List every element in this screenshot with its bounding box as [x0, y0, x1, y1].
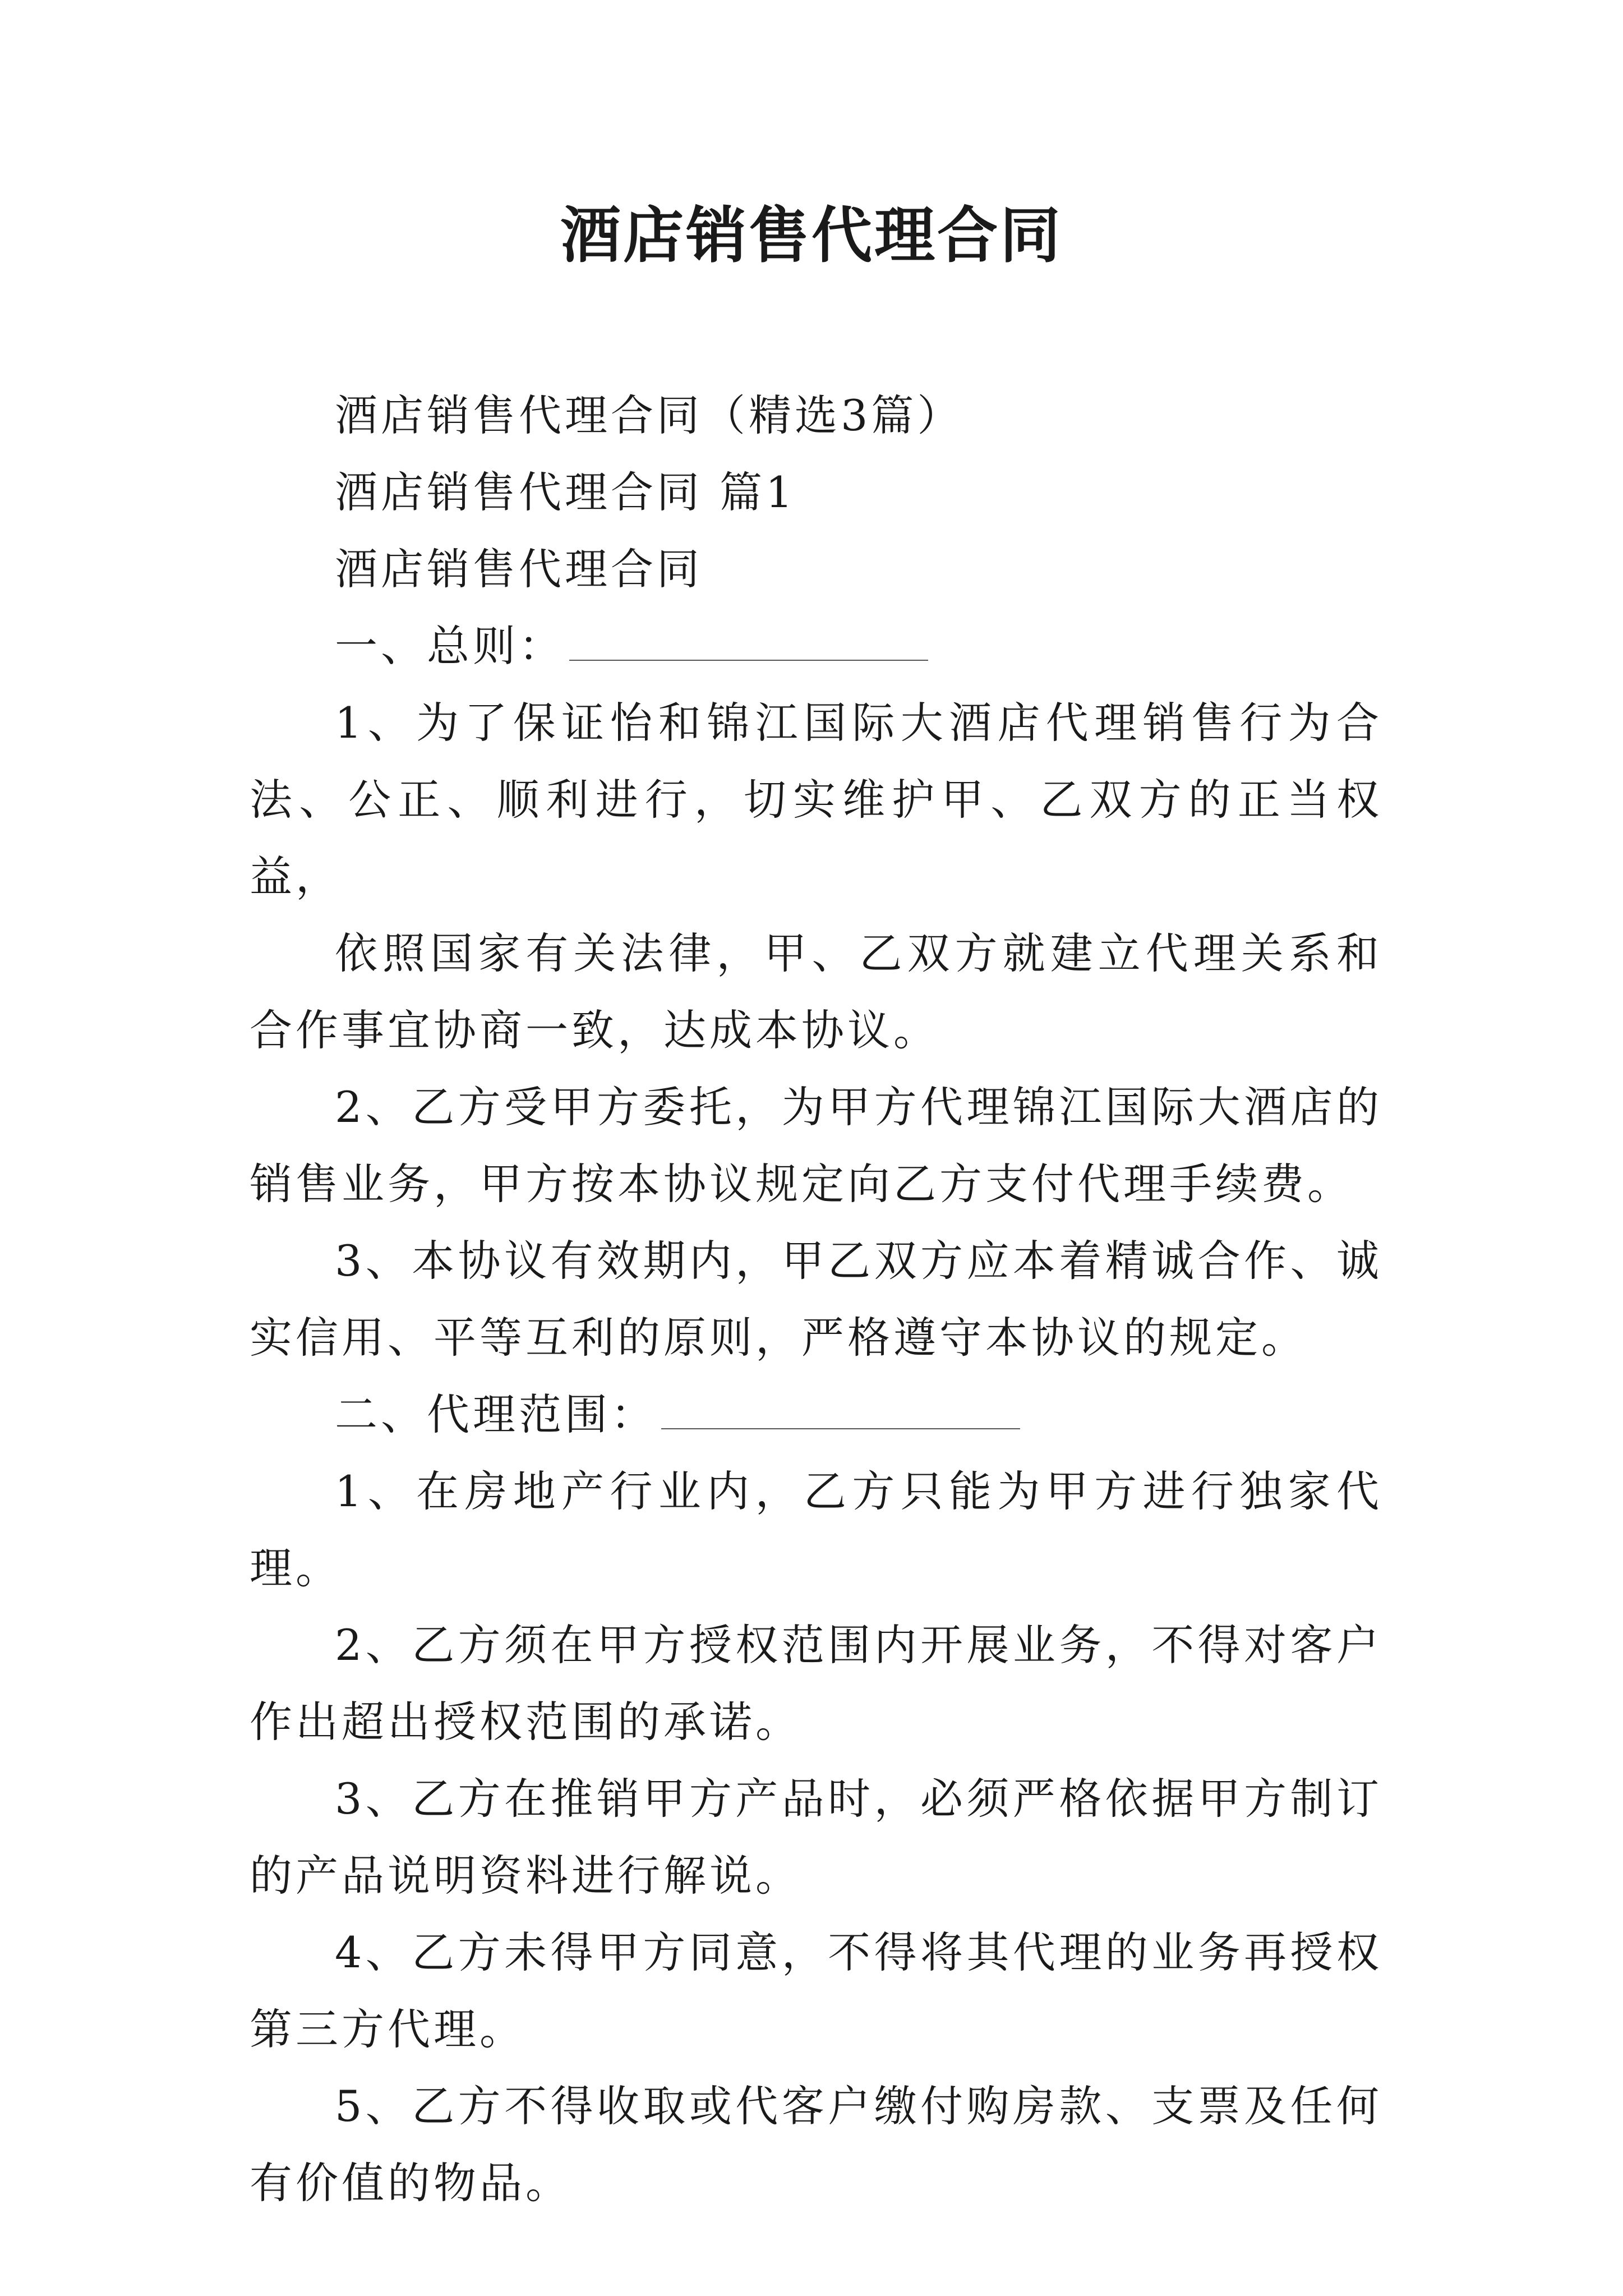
paragraph-clause: 5、乙方不得收取或代客户缴付购房款、支票及任何有价值的物品。 — [250, 2081, 1382, 2208]
paragraph-contract-name: 酒店销售代理合同 — [335, 544, 703, 594]
paragraph-clause: 3、本协议有效期内，甲乙双方应本着精诚合作、诚实信用、平等互利的原则，严格遵守本协议的规定。 — [250, 1236, 1382, 1363]
paragraph-clause: 3、乙方在推销甲方产品时，必须严格依据甲方制订的产品说明资料进行解说。 — [250, 1774, 1382, 1901]
fill-in-blank-line — [569, 620, 928, 661]
paragraph-clause: 1、为了保证怡和锦江国际大酒店代理销售行为合法、公正、顺利进行，切实维护甲、乙双方的正当权益， — [250, 698, 1382, 901]
paragraph-subtitle: 酒店销售代理合同（精选3篇） — [335, 390, 963, 440]
paragraph-clause: 4、乙方未得甲方同意，不得将其代理的业务再授权第三方代理。 — [250, 1927, 1382, 2054]
paragraph-clause: 2、乙方须在甲方授权范围内开展业务，不得对客户作出超出授权范围的承诺。 — [250, 1620, 1382, 1747]
section-heading-general-text: 一、总则： — [335, 621, 565, 671]
paragraph-clause: 2、乙方受甲方委托，为甲方代理锦江国际大酒店的销售业务，甲方按本协议规定向乙方支付代理手续费。 — [250, 1082, 1382, 1209]
paragraph-article-heading: 酒店销售代理合同 篇1 — [335, 467, 796, 517]
section-heading-general — [250, 608, 1382, 684]
paragraph-clause: 1、在房地产行业内，乙方只能为甲方进行独家代理。 — [250, 1466, 1382, 1593]
paragraph-clause: 依照国家有关法律，甲、乙双方就建立代理关系和合作事宜协商一致，达成本协议。 — [250, 928, 1382, 1055]
fill-in-blank-line — [661, 1389, 1020, 1429]
section-heading-scope-text: 二、代理范围： — [335, 1389, 657, 1439]
section-heading-scope — [250, 1376, 1382, 1453]
document-body — [250, 377, 1382, 2221]
document-title: 酒店销售代理合同 — [560, 200, 1063, 271]
